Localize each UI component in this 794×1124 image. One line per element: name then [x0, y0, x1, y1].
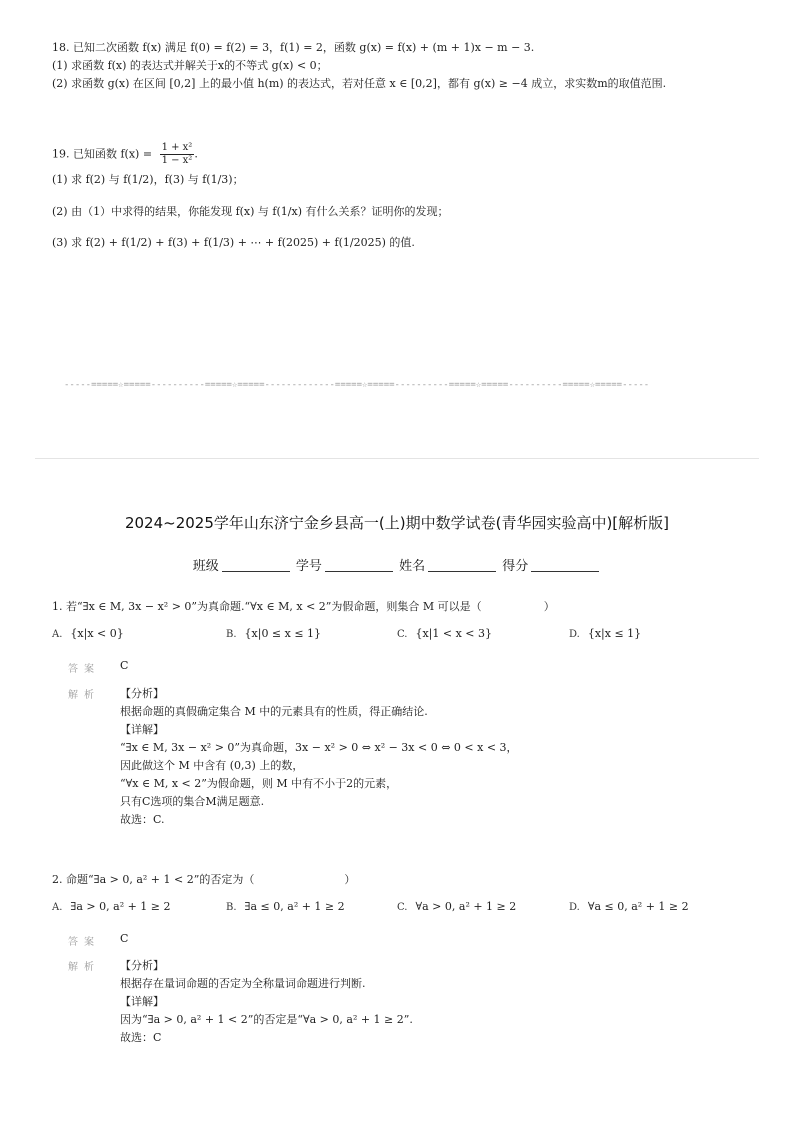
q2-answer: C: [120, 932, 129, 945]
q2-analysis-line: 【详解】: [120, 995, 164, 1008]
q2-analysis-line: 因为“∃a > 0, a² + 1 < 2”的否定是“∀a > 0, a² + 1 ≥ 2”.: [120, 1013, 413, 1026]
q2-stem-text: 2. 命题“∃a > 0, a² + 1 < 2”的否定为（: [52, 873, 255, 886]
q1-option-b: [226, 627, 321, 640]
q19-numerator: 1 + x²: [161, 142, 193, 153]
q18-stem: 18. 已知二次函数 f(x) 满足 f(0) = f(2) = 3，f(1) = 2，函数 g(x) = f(x) + (m + 1)x − m − 3.: [52, 41, 535, 54]
q19-fraction: [160, 142, 195, 167]
q2-stem: [52, 873, 355, 887]
q2-option-c: [397, 900, 516, 913]
exam-title: 2024~2025学年山东济宁金乡县高一(上)期中数学试卷(青华园实验高中)[解析版]: [124, 514, 670, 532]
student-info-line: [0, 555, 794, 574]
q1-analysis-line: 【分析】: [120, 687, 164, 700]
id-blank[interactable]: [325, 559, 393, 572]
option-text: ∀a ≤ 0, a² + 1 ≥ 2: [587, 900, 689, 913]
q2-analysis-line: 故选：C: [120, 1031, 162, 1044]
q1-analysis-line: 因此做这个 M 中含有 (0,3) 上的数，: [120, 759, 304, 772]
q1-analysis-line: 根据命题的真假确定集合 M 中的元素具有的性质，得正确结论.: [120, 705, 428, 718]
option-text: {x|0 ≤ x ≤ 1}: [244, 627, 322, 640]
q2-option-d: [569, 900, 689, 913]
option-key: D.: [569, 902, 580, 913]
q1-analysis-line: 故选：C.: [120, 813, 165, 826]
q18-part1: (1) 求函数 f(x) 的表达式并解关于x的不等式 g(x) < 0；: [52, 59, 328, 72]
q1-analysis-line: 【详解】: [120, 723, 164, 736]
q1-stem-text: 1. 若“∃x ∈ M, 3x − x² > 0”为真命题.“∀x ∈ M, x < 2”为假命题，则集合 M 可以是（: [52, 600, 482, 613]
q1-analysis-line: 只有C选项的集合M满足题意.: [120, 795, 265, 808]
q19-stem-prefix: 19. 已知函数 f(x) =: [52, 147, 153, 161]
option-text: {x|x ≤ 1}: [587, 627, 642, 640]
q2-analysis-line: 根据存在量词命题的否定为全称量词命题进行判断.: [120, 977, 366, 990]
q19-part1: (1) 求 f(2) 与 f(1/2)，f(3) 与 f(1/3)；: [52, 173, 244, 186]
option-text: ∃a ≤ 0, a² + 1 ≥ 2: [244, 900, 345, 913]
q2-analysis-line: 【分析】: [120, 959, 164, 972]
q1-option-a: [52, 627, 124, 640]
q19-part3: (3) 求 f(2) + f(1/2) + f(3) + f(1/3) + ⋯ + f(2025) + f(1/2025) 的值.: [52, 236, 415, 249]
q1-stem-close: ）: [543, 600, 555, 613]
q1-option-c: [397, 627, 492, 640]
option-key: B.: [226, 629, 237, 640]
option-text: ∀a > 0, a² + 1 ≥ 2: [415, 900, 517, 913]
option-text: ∃a > 0, a² + 1 ≥ 2: [70, 900, 171, 913]
q1-analysis-label: 解析: [68, 690, 100, 701]
option-text: {x|1 < x < 3}: [415, 627, 493, 640]
q1-answer-label: 答案: [68, 664, 100, 675]
q2-option-b: [226, 900, 345, 913]
score-blank[interactable]: [531, 559, 599, 572]
q2-stem-close: ）: [344, 873, 356, 886]
option-key: D.: [569, 629, 580, 640]
q1-answer: C: [120, 659, 129, 672]
option-key: B.: [226, 902, 237, 913]
option-key: A.: [52, 629, 63, 640]
q1-option-d: [569, 627, 641, 640]
page-divider: [35, 458, 759, 459]
id-label: 学号: [295, 559, 322, 574]
option-key: C.: [397, 629, 408, 640]
section-separator: -----=====☆=====----------=====☆=====-------------=====☆=====----------=====☆=====----------=====☆=====-----: [64, 380, 650, 390]
q2-analysis-label: 解析: [68, 962, 100, 973]
q1-analysis-line: “∀x ∈ M, x < 2”为假命题，则 M 中有不小于2的元素，: [120, 777, 398, 790]
q1-analysis-line: “∃x ∈ M, 3x − x² > 0”为真命题，3x − x² > 0 ⇔ x² − 3x < 0 ⇔ 0 < x < 3，: [120, 741, 518, 754]
q19-denominator: 1 − x²: [161, 155, 193, 166]
q19-stem: 19. 已知函数 f(x) = $\frac{\text{1 + x²}}{\text{1 − x²}}$ .: [52, 142, 198, 166]
class-blank[interactable]: [222, 559, 290, 572]
q2-answer-label: 答案: [68, 937, 100, 948]
q19-part2: (2) 由（1）中求得的结果，你能发现 f(x) 与 f(1/x) 有什么关系？证明你的发现；: [52, 205, 449, 218]
name-label: 姓名: [399, 559, 426, 574]
score-label: 得分: [502, 559, 529, 574]
option-key: C.: [397, 902, 408, 913]
class-label: 班级: [192, 559, 219, 574]
option-key: A.: [52, 902, 63, 913]
q1-stem: [52, 600, 555, 614]
option-text: {x|x < 0}: [70, 627, 124, 640]
q18-part2: (2) 求函数 g(x) 在区间 [0,2] 上的最小值 h(m) 的表达式，若对任意 x ∈ [0,2]，都有 g(x) ≥ −4 成立，求实数m的取值范围.: [52, 77, 667, 90]
name-blank[interactable]: [428, 559, 496, 572]
q2-option-a: [52, 900, 171, 913]
